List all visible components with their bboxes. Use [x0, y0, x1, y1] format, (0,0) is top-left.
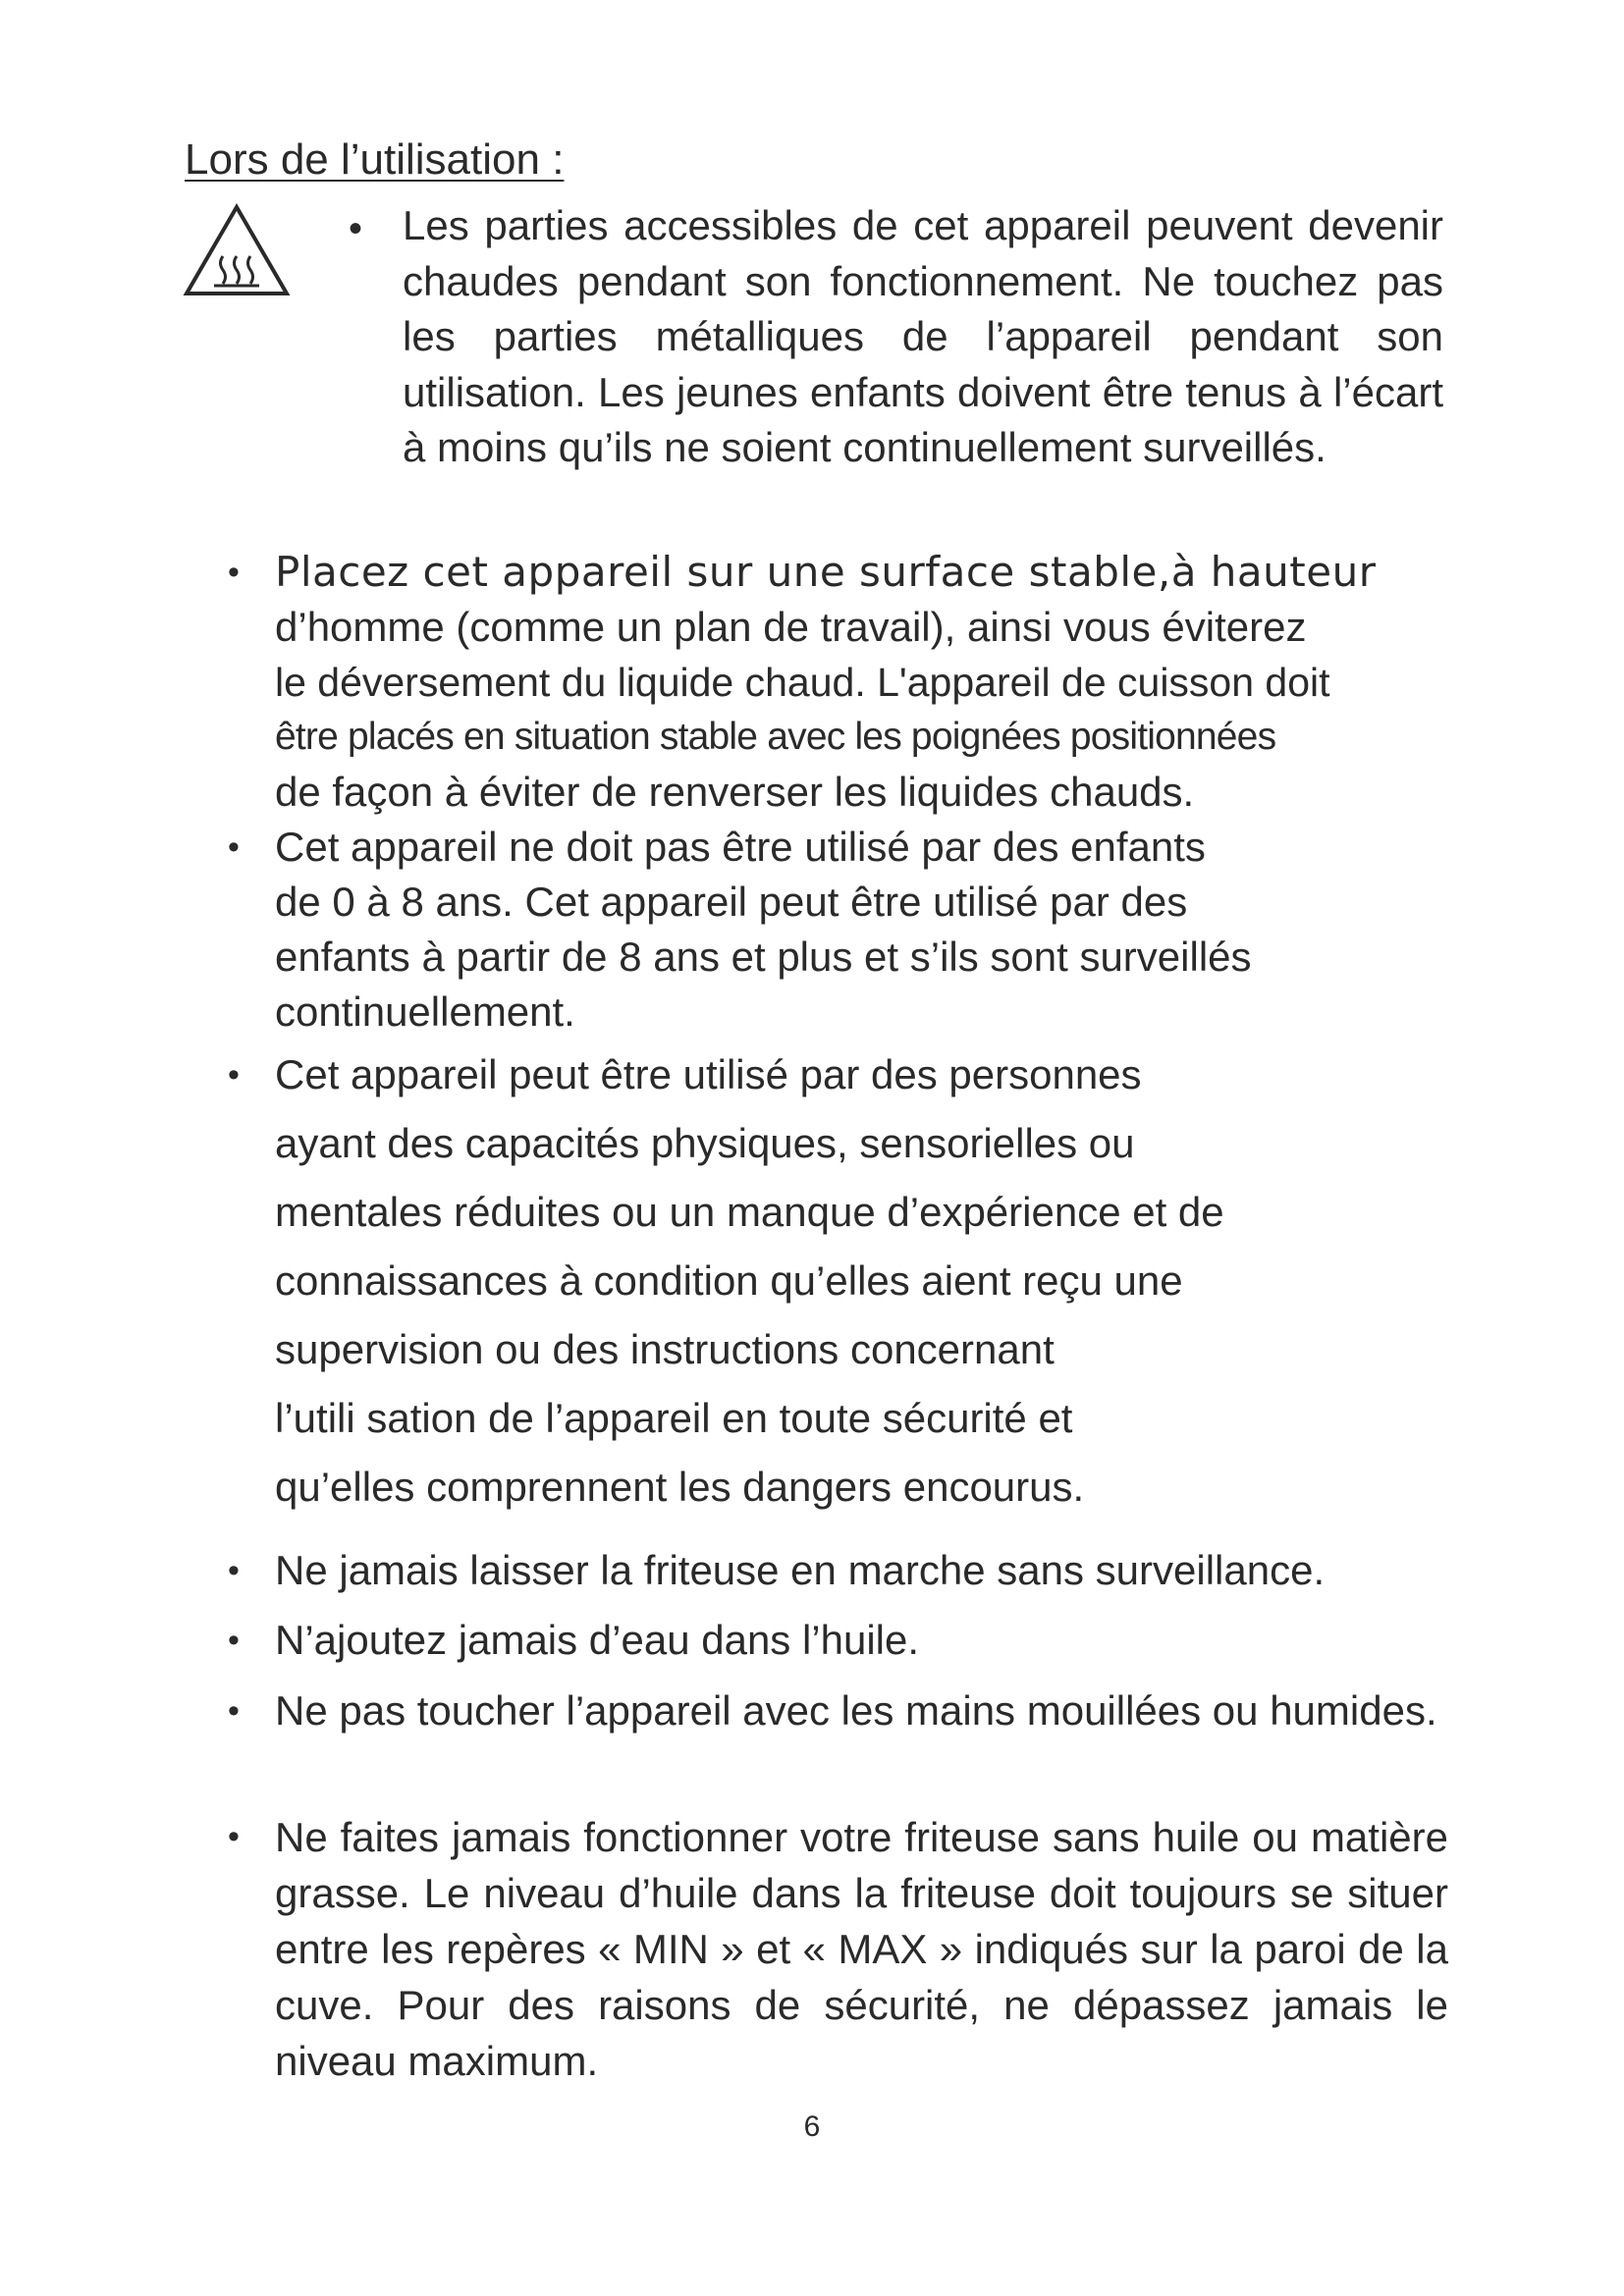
list-item-line: enfants à partir de 8 ans et plus et s’ils sont surveillés	[275, 934, 1252, 980]
list-item	[228, 545, 1448, 820]
list-item-line: le déversement du liquide chaud. L'appareil de cuisson doit	[275, 660, 1330, 705]
list-item-line: Cet appareil peut être utilisé par des personnes	[275, 1051, 1142, 1097]
list-item-text: Ne faites jamais fonctionner votre friteuse sans huile ou matière grasse. Le niveau d’huile dans la friteuse doit toujours se situer entre les repères « MIN » et « MAX » indiqués sur la paroi de la cuve. Pour des raisons de sécurité, ne dépassez jamais le niveau maximum.	[275, 1814, 1448, 2084]
warning-bullet: •	[349, 207, 363, 250]
list-item-line: de 0 à 8 ans. Cet appareil peut être utilisé par des	[275, 879, 1188, 925]
bullet: •	[228, 1692, 240, 1730]
list-item	[228, 1809, 1448, 2089]
list-item-line: être placés en situation stable avec les poignées positionnées	[275, 716, 1276, 758]
bullet: •	[228, 828, 240, 866]
list-item	[228, 1041, 1448, 1522]
list-item-line: qu’elles comprennent les dangers encourus.	[275, 1464, 1085, 1510]
list-item	[228, 1683, 1448, 1738]
hot-surface-warning-text: Les parties accessibles de cet appareil peuvent devenir chaudes pendant son fonctionnement. Ne touchez pas les parties métalliques de l’appareil pendant son utilisation. Les jeunes enfants doivent être tenus à l’écart à moins qu’ils ne soient continuellement surveillés.	[403, 202, 1443, 470]
list-item	[228, 1543, 1448, 1598]
list-item-line: connaissances à condition qu’elles aient reçu une	[275, 1257, 1183, 1304]
list-item-line: Cet appareil ne doit pas être utilisé par des enfants	[275, 824, 1206, 870]
bullet: •	[228, 1622, 240, 1659]
bullet: •	[228, 1056, 240, 1094]
list-item-line: ayant des capacités physiques, sensorielles ou	[275, 1120, 1135, 1166]
list-item	[228, 1613, 1448, 1668]
list-item-line: supervision ou des instructions concernant	[275, 1326, 1055, 1372]
bullet: •	[228, 1818, 240, 1855]
list-item-text: Ne pas toucher l’appareil avec les mains mouillées ou humides.	[275, 1687, 1437, 1734]
page-number: 6	[803, 2110, 821, 2143]
list-item-line: d’homme (comme un plan de travail), ainsi vous éviterez	[275, 604, 1307, 650]
list-item-line: mentales réduites ou un manque d’expérience et de	[275, 1189, 1224, 1235]
list-item-line: l’utili sation de l’appareil en toute sécurité et	[275, 1395, 1073, 1441]
bullet: •	[228, 554, 240, 591]
section-heading: Lors de l’utilisation :	[185, 135, 565, 184]
hot-surface-warning-icon	[183, 201, 291, 299]
list-item	[228, 820, 1448, 1040]
list-item-text: Ne jamais laisser la friteuse en marche sans surveillance.	[275, 1547, 1326, 1593]
list-item-line: de façon à éviter de renverser les liquides chauds.	[275, 769, 1195, 815]
list-item-line: Placez cet appareil sur une surface stable,à hauteur	[275, 548, 1377, 596]
bullet: •	[228, 1552, 240, 1589]
list-item-line: continuellement.	[275, 988, 575, 1035]
list-item-text: N’ajoutez jamais d’eau dans l’huile.	[275, 1617, 920, 1663]
